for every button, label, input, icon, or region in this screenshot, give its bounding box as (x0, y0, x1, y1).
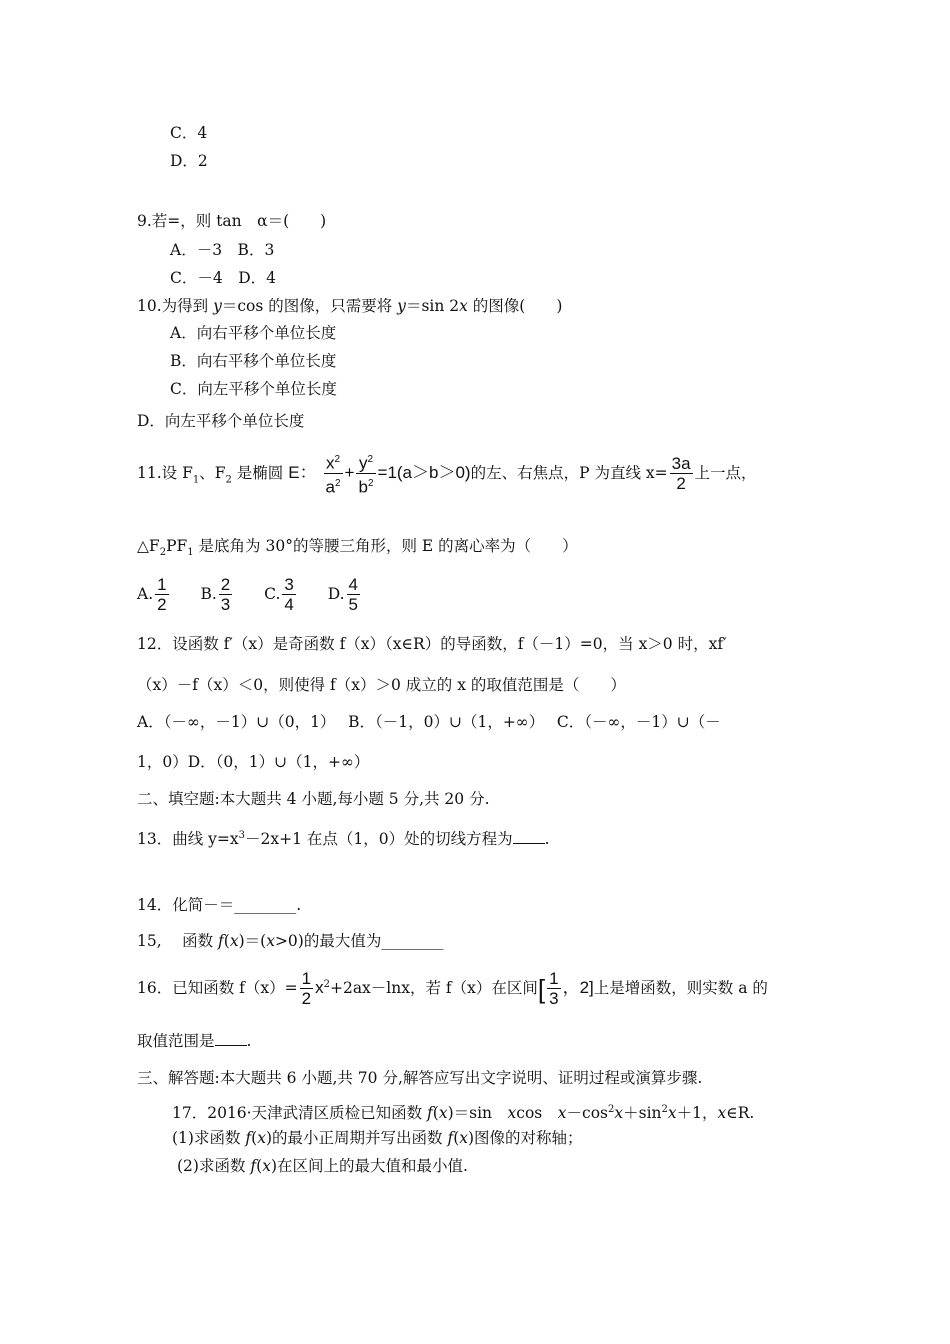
q17-part-1 (172, 1128, 583, 1148)
denominator: 4 (284, 594, 294, 614)
q16-line2 (137, 1031, 251, 1051)
q9-options-ab: A．－3 B．3 (170, 241, 275, 259)
var-f: f (447, 1129, 454, 1147)
q17-part: (1)求函数 (172, 1129, 246, 1147)
exponent: 2 (334, 454, 341, 465)
q10-option-d: D．向左平移个单位长度 (137, 412, 305, 430)
ellipse-label: E： (288, 463, 317, 483)
exponent: 2 (323, 979, 330, 990)
q10-option-b: B．向右平移个单位长度 (170, 352, 337, 370)
q11-subscript: 1 (192, 474, 200, 486)
q14: 14．化简－＝________. (137, 896, 302, 914)
q15-part: )＝( (238, 932, 267, 950)
q10-var-x: x (459, 297, 468, 315)
exponent: 2 (334, 477, 341, 489)
q11-stem-part: 是椭圆 (231, 464, 284, 483)
frac-3a-2 (670, 455, 693, 494)
q17-part: ∈R. (726, 1104, 755, 1123)
q17-part: ( (256, 1157, 263, 1175)
numerator: 3a (671, 453, 691, 473)
q11-stem-part: △F (137, 537, 160, 555)
q10-stem (137, 296, 562, 316)
frac-1-3 (547, 970, 560, 1009)
q11-subscript: 2 (225, 474, 232, 486)
q8-option-d: D．2 (170, 152, 208, 170)
q15-part: 15, 函数 (137, 932, 219, 950)
q10-stem-part: ＝sin 2 (405, 297, 460, 315)
q9-options-cd: C．－4 D．4 (170, 269, 277, 287)
frac-1-2 (300, 970, 313, 1009)
q13 (137, 826, 550, 849)
q11-subscript: 2 (159, 547, 167, 559)
q11-stem: 11.设 $F_1$、$F_2$ 是椭圆 E： $\frac{x^2}{a^2}$ + $\frac{y^2}{b^2}$ =1(a＞b＞0)的左、右焦点，P 为直线 x= $\frac{3a}{2}$ 上一点， (137, 451, 757, 502)
option-d-label: D. (327, 585, 345, 603)
q16-part: . (246, 1032, 252, 1050)
denominator: 2 (157, 594, 167, 614)
q11-stem-part: 上一点， (694, 464, 757, 483)
q9-stem: 9.若=，则 tan α＝( ) (137, 212, 327, 230)
q15-part: ( (223, 932, 230, 950)
var-b: b (358, 477, 368, 497)
var-y: y (358, 453, 368, 473)
option-b-label: B. (200, 585, 217, 603)
section-3-heading: 三、解答题:本大题共 6 小题,共 70 分,解答应写出文字说明、证明过程或演算步骤. (137, 1069, 703, 1087)
q10-var-y: y (397, 297, 406, 315)
q17-part: ( (251, 1129, 258, 1147)
q17-part: )＝sin (447, 1104, 508, 1123)
option-d-fraction (347, 576, 360, 615)
q10-option-c: C．向左平移个单位长度 (170, 380, 337, 398)
numerator: 1 (549, 968, 559, 988)
q11-stem-part: 的左、右焦点，P 为直线 x= (470, 464, 668, 483)
var-x: x (507, 1104, 517, 1123)
var-x: x (557, 1104, 567, 1123)
option-c-fraction (282, 576, 295, 615)
exponent: 2 (367, 477, 374, 489)
q13-part: . (544, 830, 550, 849)
var-x: x (614, 1104, 624, 1123)
q17-part: ( (453, 1129, 460, 1147)
exponent: 2 (661, 1104, 668, 1115)
var-x: x (315, 978, 324, 998)
q12-line1: 12．设函数 f′（x）是奇函数 f（x）（x∈R）的导函数，f（－1）=0，当 x＞0 时，xf′ (137, 635, 727, 653)
q16-part: +2ax－lnx，若 f（x）在区间 (329, 979, 538, 998)
q11-stem-part: 是底角为 30°的等腰三角形，则 E 的离心率为（ ） (193, 537, 578, 555)
var-x: x (326, 453, 335, 473)
var-x: x (459, 1129, 468, 1147)
q13-part: 13．曲线 y=x (137, 830, 239, 849)
exponent: 2 (367, 454, 374, 465)
numerator: 4 (348, 574, 358, 594)
q17-part: ＋1， (676, 1104, 718, 1123)
q12-line2: （x）－f（x）＜0，则使得 f（x）＞0 成立的 x 的取值范围是（ ） (137, 676, 626, 694)
interval-end: ，2] (562, 978, 594, 998)
var-x: x (266, 932, 275, 950)
q17-part: cos (516, 1104, 558, 1123)
var-a: a (325, 477, 335, 497)
q15-part: >0)的最大值为________ (274, 932, 444, 950)
denominator: 3 (220, 594, 231, 614)
q11-stem-line2 (137, 536, 578, 563)
q12-line4: 1，0）D．（0，1）∪（1，+∞） (137, 753, 370, 771)
numerator: 1 (157, 574, 167, 594)
numerator: 3 (284, 574, 294, 594)
q16-part: 取值范围是 (137, 1032, 215, 1050)
var-f: f (218, 932, 224, 950)
q11-options (137, 572, 362, 616)
q11-stem-part: 11.设 F (137, 464, 193, 483)
q17-part: )的最小正周期并写出函数 (265, 1129, 448, 1147)
q11-subscript: 1 (187, 547, 194, 559)
option-c-label: C. (264, 585, 281, 603)
var-x: x (257, 1129, 266, 1147)
left-bracket: [ (537, 974, 546, 1005)
option-a-label: A. (137, 585, 154, 603)
denominator: 2 (676, 473, 686, 493)
q17-part: ＋sin (623, 1104, 662, 1123)
q17-part: －cos (566, 1104, 608, 1123)
q10-option-a: A．向右平移个单位长度 (170, 324, 337, 342)
var-x: x (262, 1157, 271, 1175)
numerator: 2 (220, 574, 231, 594)
answer-blank[interactable] (215, 1031, 247, 1046)
q10-stem-part: ＝cos 的图像，只需要将 (221, 297, 398, 315)
denominator: 5 (348, 594, 358, 614)
frac-x2-a2 (324, 451, 343, 497)
var-f: f (245, 1129, 252, 1147)
q16-part: 16．已知函数 f（x）= (137, 979, 298, 998)
exponent: 3 (238, 830, 246, 841)
q13-part: －2x+1 在点（1，0）处的切线方程为 (245, 830, 513, 849)
q17-part-2 (177, 1156, 468, 1176)
frac-y2-b2 (356, 451, 375, 497)
numerator: 1 (301, 968, 312, 988)
q12-line3: A．（－∞，－1）∪（0，1） B．（－1，0）∪（1，+∞） C．（－∞，－1）∪（－ (137, 713, 721, 731)
q17-part: 17．2016·天津武清区质检已知函数 (172, 1104, 428, 1123)
q17-part: )图像的对称轴； (468, 1129, 583, 1147)
q10-var-y: y (213, 297, 222, 315)
q11-stem-part: PF (166, 537, 188, 555)
denominator: 3 (549, 988, 559, 1008)
q15 (137, 931, 443, 951)
q10-stem-part: 的图像( ) (467, 297, 563, 315)
var-x: x (717, 1104, 727, 1123)
q8-option-c: C．4 (170, 124, 208, 142)
q17-stem (172, 1100, 754, 1123)
q17-part: ( (432, 1104, 439, 1123)
q17-part: )在区间上的最大值和最小值. (270, 1157, 468, 1175)
var-x: x (667, 1104, 677, 1123)
q11-stem-part: 、F (199, 464, 226, 483)
option-b-fraction (219, 576, 232, 615)
var-x: x (229, 932, 239, 950)
var-f: f (250, 1157, 257, 1175)
q16 (137, 963, 768, 1011)
denominator: 2 (301, 988, 312, 1008)
ellipse-condition: =1(a＞b＞0) (377, 463, 471, 483)
var-x: x (438, 1104, 448, 1123)
section-2-heading: 二、填空题:本大题共 4 小题,每小题 5 分,共 20 分. (137, 790, 490, 808)
exponent: 2 (607, 1104, 615, 1115)
answer-blank[interactable] (513, 829, 545, 844)
var-f: f (427, 1104, 433, 1123)
q10-stem-part: 10.为得到 (137, 297, 214, 315)
option-a-fraction (155, 576, 168, 615)
q17-part: (2)求函数 (177, 1157, 251, 1175)
q16-part: 上是增函数，则实数 a 的 (593, 979, 768, 998)
